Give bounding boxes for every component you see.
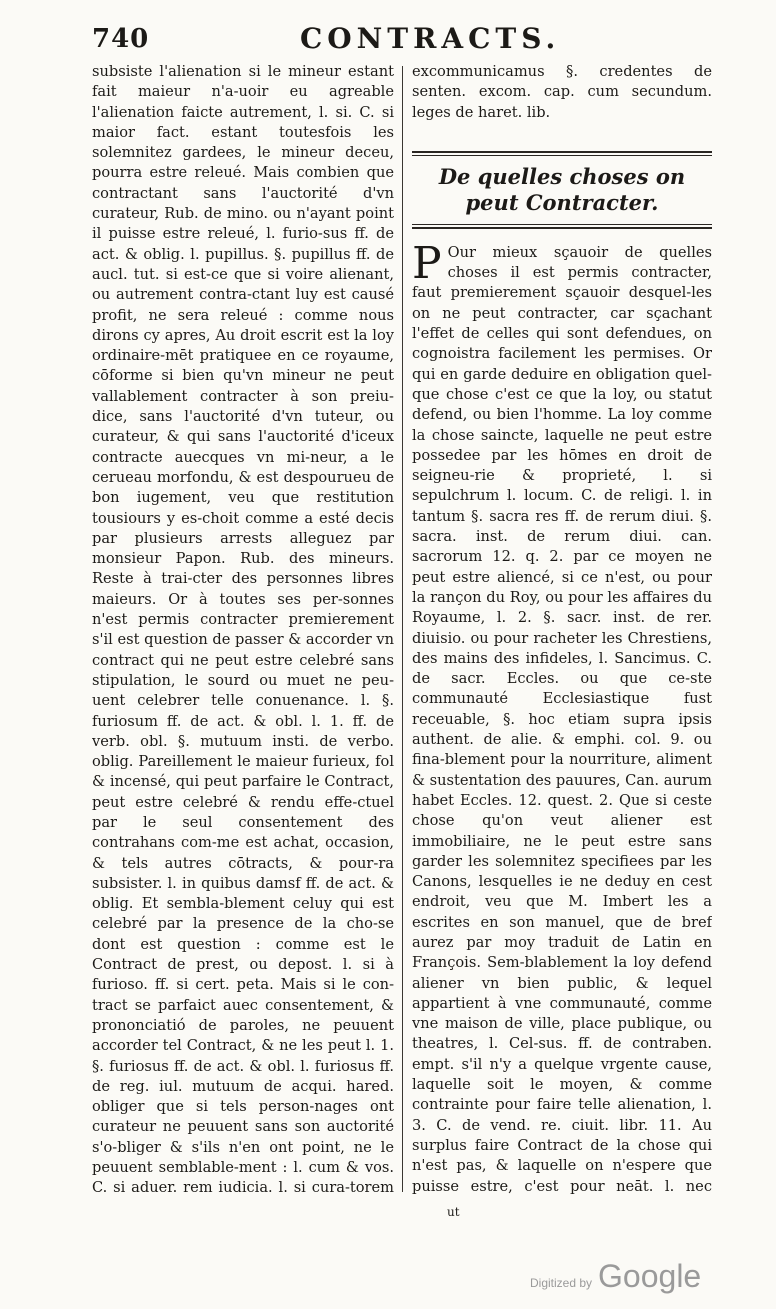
left-column — [92, 62, 394, 1196]
page-number: 740 — [92, 24, 150, 54]
section-rule-bottom — [412, 224, 712, 229]
drop-cap: P — [412, 237, 442, 289]
right-column-top-text: excommunicamus §. credentes de senten. excom. cap. cum secundum. leges de haret. lib. — [412, 63, 712, 121]
digitized-by-footer — [530, 1258, 701, 1295]
column-divider — [402, 66, 403, 1192]
google-logo: Google — [598, 1258, 702, 1294]
right-column-body-text: Our mieux sçauoir de quelles choses il est permis contracter, faut premierement sçauoir desquel-les on ne peut contracter, car sçachant l'effet de celles qui sont defendues, on cognoistra facilement les permises. Or qui en garde deduire en obligation quel-que chose c'est ce que la loy, ou statut defend, ou bien l'homme. La loy comme la chose saincte, laquelle ne peut estre possedee par les hōmes en droit de seigneu-rie & proprieté, l. si sepulchrum l. locum. C. de religi. l. in tantum §. sacra res ff. de rerum diui. §. sacra. inst. de rerum diui. can. sacrorum 12. q. 2. par ce moyen ne peut estre aliencé, si ce n'est, ou pour la rançon du Roy, ou pour les affaires du Royaume, l. 2. §. sacr. inst. de rer. diuisio. ou pour racheter les Chrestiens, des mains des infideles, l. Sancimus. C. de sacr. Eccles. ou que ce-ste communauté Ecclesiastique fust receuable, §. hoc etiam supra ipsis authent. de alie. & emphi. col. 9. ou fina-blement pour la nourriture, aliment & sustentation des pauures, Can. aurum habet Eccles. 12. quest. 2. Que si ceste chose qu'on veut aliener est immobiliaire, ne le peut estre sans garder les solemnitez specifiees par les Canons, lesquelles ie ne deduy en cest endroit, veu que M. Imbert les a escrites en son manuel, que de bref aurez par moy traduit de Latin en François. Sem-blablement la loy defend aliener vn bien public, & lequel appartient à vne communauté, comme vne maison de ville, place publique, ou theatres, l. Cel-sus. ff. de contraben. empt. s'il n'y a quelque vrgente cause, laquelle soit le moyen, & comme contrainte pour faire telle alienation, l. 3. C. de vend. re. ciuit. libr. 11. Au surplus faire Contract de la chose qui n'est pas, & laquelle on n'espere que puisse estre, c'est pour neāt. l. nec — [412, 243, 712, 1195]
digitized-label: Digitized by — [530, 1276, 593, 1290]
running-title: CONTRACTS. — [300, 22, 561, 55]
right-column-body — [412, 237, 712, 1196]
signature-mark: ut — [447, 1205, 460, 1219]
section-rule-top — [412, 151, 712, 156]
left-column-text: subsiste l'alienation si le mineur estant fait maieur n'a-uoir eu agreable l'alienation faicte autrement, l. si. C. si maior fact. estant toutesfois les solemnitez gardees, le mineur deceu, pourra estre releué. Mais combien que contractant sans l'auctorité d'vn curateur, Rub. de mino. ou n'ayant point il puisse estre releué, l. furio-sus ff. de act. & oblig. l. pupillus. §. pupillus ff. de aucl. tut. si est-ce que si voire alienant, ou autrement contra-ctant luy est causé profit, ne sera releué : comme nous dirons cy apres, Au droit escrit est la loy ordinaire-mēt pratiquee en ce royaume, cōforme si bien qu'vn mineur ne peut vallablement contracter à son preiu-dice, sans l'auctorité d'vn tuteur, ou curateur, & qui sans l'auctorité d'iceux contracte auecques vn mi-neur, a le cerueau morfondu, & est despourueu de bon iugement, veu que restitution tousiours y es-choit comme a esté decis par plusieurs arrests alleguez par monsieur Papon. Rub. des mineurs. Reste à trai-cter des personnes libres maieurs. Or à toutes ses per-sonnes n'est permis contracter premierement s'il est question de passer & accorder vn contract qui ne peut estre celebré sans stipulation, le sourd ou muet ne peu-uent celebrer telle conuenance. l. §. furiosum ff. de act. & obl. l. 1. ff. de verb. obl. §. mutuum insti. de verbo. oblig. Pareillement le maieur furieux, fol & incensé, qui peut parfaire le Contract, peut estre celebré & rendu effe-ctuel par le seul consentement des contrahans com-me est achat, occasion, & tels autres cōtracts, & pour-ra subsister. l. in quibus damsf ff. de act. & oblig. Et sembla-blement celuy qui est celebré par la presence de la cho-se dont est question : comme est le Contract de prest, ou depost. l. si à furioso. ff. si cert. peta. Mais si le con-tract se parfaict auec consentement, & prononciatió de paroles, ne peuuent accorder tel Contract, & ne les peut l. 1. §. furiosus ff. de act. & obl. l. furiosus ff. de reg. iul. mutuum de acqui. hared. obliger que si tels person-nages ont curateur ne peuuent sans son auctorité s'o-bliger & s'ils n'en ont point, ne le peuuent semblable-ment : l. cum & vos. C. si aduer. rem iudicia. l. si cura-torem — [92, 63, 394, 1196]
right-column — [412, 62, 712, 1196]
section-heading: De quelles choses on peut Contracter. — [438, 163, 686, 215]
